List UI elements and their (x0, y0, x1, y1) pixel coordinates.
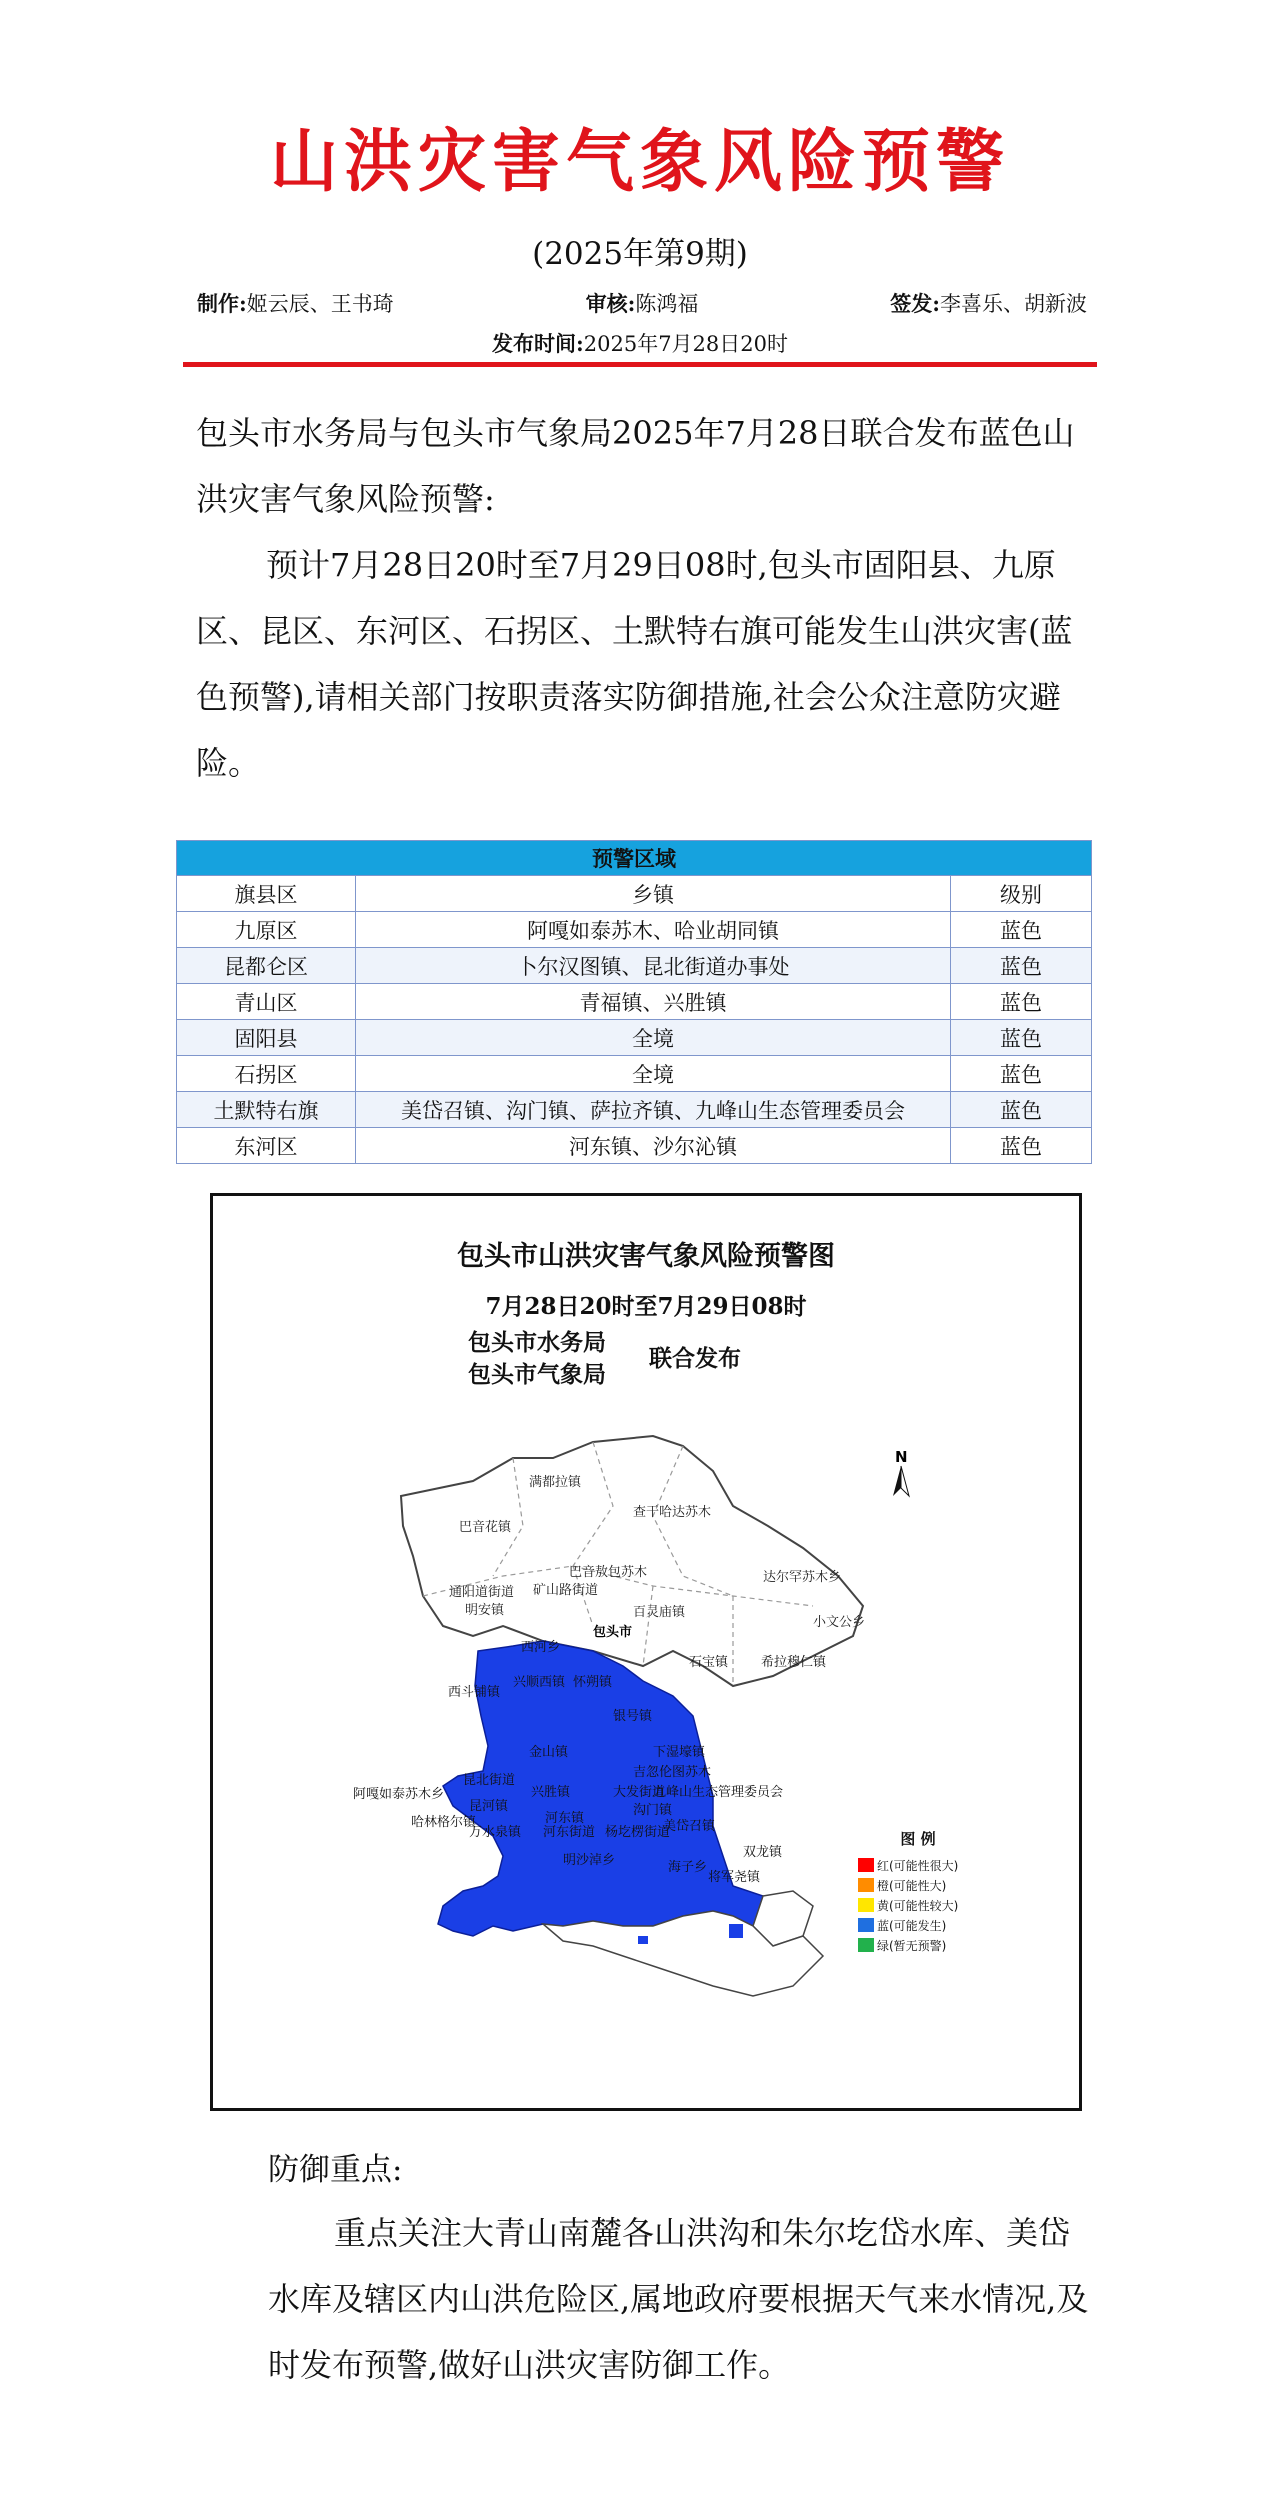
place-label: 万水泉镇 (469, 1825, 522, 1840)
map-canvas (213, 1196, 1079, 2108)
cell-level: 蓝色 (951, 948, 1092, 984)
place-label: 双龙镇 (743, 1845, 783, 1860)
legend-label: 绿(暂无预警) (877, 1938, 947, 1953)
place-label: 昆河镇 (469, 1799, 509, 1814)
cell-level: 蓝色 (951, 1020, 1092, 1056)
table-header-level: 级别 (951, 876, 1092, 912)
meta-row (197, 288, 1087, 318)
table-row (177, 1020, 1092, 1056)
place-label: 希拉穆仁镇 (761, 1655, 827, 1670)
table-row (177, 948, 1092, 984)
defense-paragraph: 重点关注大青山南麓各山洪沟和朱尔圪岱水库、美岱水库及辖区内山洪危险区,属地政府要根据天气来水情况,及时发布预警,做好山洪灾害防御工作。 (268, 2214, 1089, 2384)
place-label: 海子乡 (668, 1860, 708, 1875)
map-legend (858, 1828, 978, 1955)
table-header-county: 旗县区 (177, 876, 356, 912)
place-label: 巴音花镇 (459, 1520, 512, 1535)
cell-town: 美岱召镇、沟门镇、萨拉齐镇、九峰山生态管理委员会 (356, 1092, 951, 1128)
warning-map (210, 1193, 1082, 2111)
defense-title: 防御重点: (268, 2152, 403, 2188)
map-org-water: 包头市水务局 (468, 1329, 606, 1356)
legend-title: 图 例 (900, 1830, 936, 1848)
warning-area-table (176, 840, 1092, 1164)
place-label: 兴顺西镇 (513, 1675, 566, 1690)
legend-swatch (858, 1918, 874, 1932)
place-label: 西河乡 (521, 1640, 561, 1655)
place-label: 金山镇 (529, 1745, 569, 1760)
legend-label: 红(可能性很大) (877, 1858, 959, 1873)
place-label: 西斗铺镇 (448, 1685, 501, 1700)
place-label: 九峰山生态管理委员会 (653, 1785, 784, 1800)
forecast-paragraph: 预计7月28日20时至7月29日08时,包头市固阳县、九原区、昆区、东河区、石拐区、土默特右旗可能发生山洪灾害(蓝色预警),请相关部门按职责落实防御措施,社会公众注意防灾避险。 (196, 546, 1073, 782)
cell-county: 昆都仑区 (177, 948, 356, 984)
table-row (177, 1128, 1092, 1164)
legend-swatch (858, 1898, 874, 1912)
place-label: 银号镇 (613, 1709, 653, 1724)
cell-level: 蓝色 (951, 1128, 1092, 1164)
cell-county: 青山区 (177, 984, 356, 1020)
map-title: 包头市山洪灾害气象风险预警图 (457, 1241, 835, 1272)
place-label: 下湿壕镇 (653, 1745, 706, 1760)
place-label: 明安镇 (465, 1603, 505, 1618)
north-arrow-icon (893, 1448, 909, 1496)
cell-county: 九原区 (177, 912, 356, 948)
place-label: 兴胜镇 (531, 1785, 571, 1800)
cell-county: 土默特右旗 (177, 1092, 356, 1128)
city-label: 包头市 (593, 1625, 633, 1640)
place-label: 达尔罕苏木乡 (763, 1570, 842, 1585)
place-label: 满都拉镇 (529, 1475, 582, 1490)
place-label: 河东街道 (543, 1825, 596, 1840)
place-label: 小文公乡 (813, 1615, 866, 1630)
place-label: 吉忽伦图苏木 (633, 1765, 712, 1780)
place-label: 怀朔镇 (573, 1675, 613, 1690)
cell-town: 河东镇、沙尔沁镇 (356, 1128, 951, 1164)
place-label: 沟门镇 (633, 1803, 673, 1818)
place-label: 石宝镇 (689, 1655, 729, 1670)
cell-level: 蓝色 (951, 912, 1092, 948)
legend-item-green (858, 1935, 978, 1955)
legend-item-red (858, 1855, 978, 1875)
map-period: 7月28日20时至7月29日08时 (485, 1293, 807, 1320)
north-label: N (895, 1448, 908, 1466)
table-row (177, 912, 1092, 948)
cell-town: 卜尔汉图镇、昆北街道办事处 (356, 948, 951, 984)
signer: 签发:李喜乐、胡新波 (890, 291, 1087, 316)
cell-county: 石拐区 (177, 1056, 356, 1092)
table-row (177, 984, 1092, 1020)
region-outline (401, 1436, 866, 1686)
legend-swatch (858, 1878, 874, 1892)
cell-county: 固阳县 (177, 1020, 356, 1056)
legend-item-yellow (858, 1895, 978, 1915)
table-header-town: 乡镇 (356, 876, 951, 912)
legend-label: 蓝(可能发生) (877, 1918, 947, 1933)
map-joint-label: 联合发布 (649, 1345, 741, 1372)
place-label: 矿山路街道 (533, 1583, 599, 1598)
document-title: 山洪灾害气象风险预警 (269, 123, 1010, 202)
cell-level: 蓝色 (951, 1056, 1092, 1092)
cell-town: 全境 (356, 1020, 951, 1056)
table-row (177, 1056, 1092, 1092)
reviewer: 审核:陈鸿福 (585, 291, 699, 316)
place-label: 阿嘎如泰苏木乡 (353, 1787, 445, 1802)
cell-town: 全境 (356, 1056, 951, 1092)
place-label: 河东镇 (545, 1811, 585, 1826)
place-label: 通阳道街道 (449, 1585, 515, 1600)
legend-swatch (858, 1938, 874, 1952)
place-label: 哈林格尔镇 (411, 1815, 477, 1830)
legend-label: 橙(可能性大) (877, 1878, 947, 1893)
place-label: 美岱召镇 (663, 1819, 716, 1834)
table-title: 预警区域 (177, 841, 1092, 876)
place-label: 巴音敖包苏木 (569, 1565, 648, 1580)
cell-town: 阿嘎如泰苏木、哈业胡同镇 (356, 912, 951, 948)
place-label: 将军尧镇 (708, 1870, 761, 1885)
producer: 制作:姬云辰、王书琦 (197, 291, 394, 316)
issue-number: (2025年第9期) (532, 236, 748, 272)
cell-level: 蓝色 (951, 984, 1092, 1020)
cell-county: 东河区 (177, 1128, 356, 1164)
warning-patch (638, 1936, 648, 1944)
cell-level: 蓝色 (951, 1092, 1092, 1128)
legend-swatch (858, 1858, 874, 1872)
publish-time: 发布时间:2025年7月28日20时 (491, 331, 788, 356)
legend-label: 黄(可能性较大) (877, 1898, 959, 1913)
header-divider (183, 362, 1097, 367)
place-label: 大发街道 (613, 1785, 666, 1800)
legend-item-blue (858, 1915, 978, 1935)
place-label: 明沙淖乡 (563, 1853, 616, 1868)
place-label: 百灵庙镇 (633, 1605, 686, 1620)
legend-item-orange (858, 1875, 978, 1895)
cell-town: 青福镇、兴胜镇 (356, 984, 951, 1020)
intro-paragraph: 包头市水务局与包头市气象局2025年7月28日联合发布蓝色山洪灾害气象风险预警: (196, 414, 1075, 518)
warning-patch (729, 1924, 743, 1938)
place-label: 杨圪楞街道 (605, 1825, 671, 1840)
place-label: 查干哈达苏木 (633, 1505, 712, 1520)
place-label: 昆北街道 (463, 1773, 516, 1788)
table-row (177, 1092, 1092, 1128)
map-org-weather: 包头市气象局 (468, 1361, 606, 1388)
